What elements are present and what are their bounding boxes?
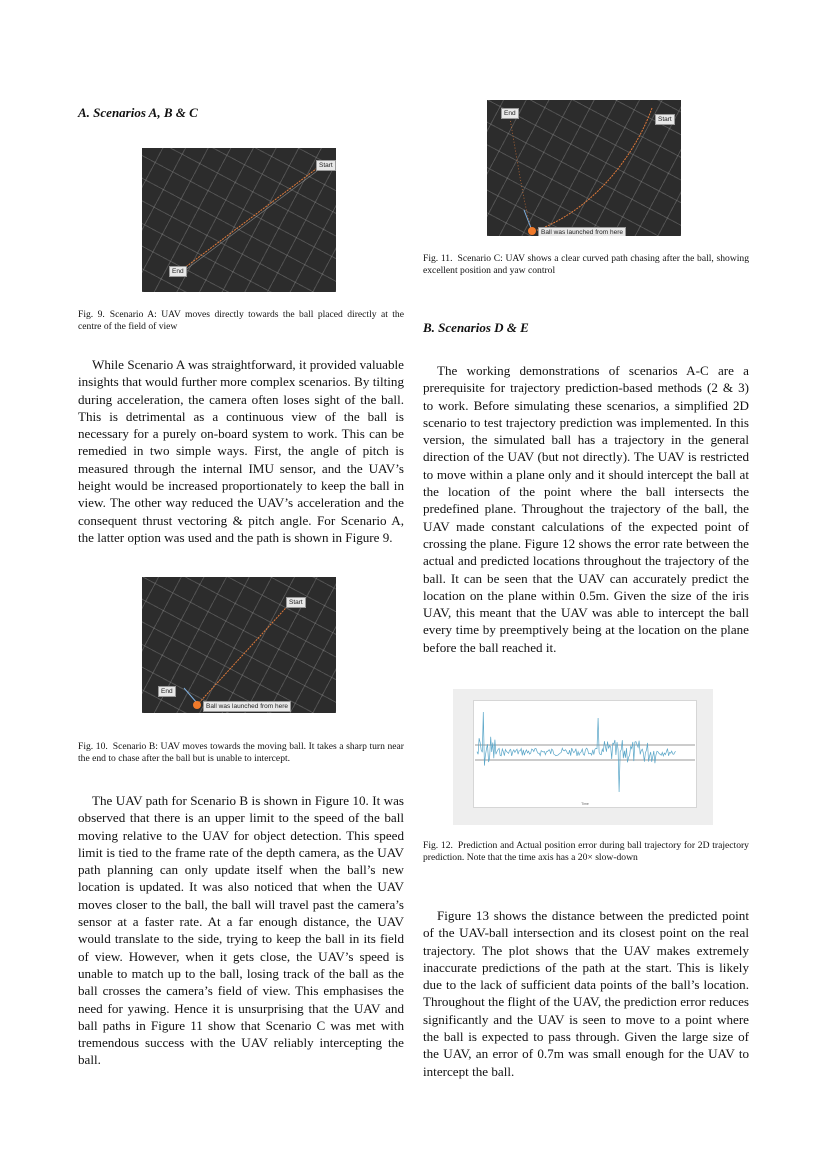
end-tag: End	[158, 686, 176, 697]
end-tag: End	[501, 108, 519, 119]
figure-9-caption-text: Scenario A: UAV moves directly towards the ball placed directly at the centre of the field of view	[78, 309, 404, 332]
paragraph-figure-13: Figure 13 shows the distance between the predicted point of the UAV-ball intersection and its closest point on the real trajectory. The plot shows that the UAV makes extremely inaccurate predictions of the path at the start. This is likely due to the lack of sufficient data points of the ball’s location. Throughout the flight of the UAV, the prediction error reduces significantly and the UAV is seen to move to a point where the ball is expected to pass through. Given the large size of the UAV, an error of 0.7m was small enough for the UAV to intercept the ball.	[423, 908, 749, 1079]
figure-12-plot-area	[473, 700, 697, 808]
paragraph-scenario-b: The UAV path for Scenario B is shown in Figure 10. It was observed that there is an upper limit to the speed of the ball moving relative to the UAV for object detection. This speed limit is tied to the frame rate of the depth camera, as the UAV path planning can only update itself when the ball’s new location is updated. It was also noticed that when the UAV moves closer to the ball, the ball will travel past the camera’s sensor at a faster rate. At a far enough distance, the UAV would translate to the side, trying to keep the ball in its field of view. However, when it gets close, the UAV’s speed is unable to match up to the ball, losing track of the ball as the ball crosses the camera’s field of view. This emphasises the need for yawing. Hence it is unsurprising that the UAV and ball paths in Figure 11 show that Scenario C was met with tremendous success with the UAV reliably intercepting the ball.	[78, 793, 404, 1068]
paragraph-scenario-a: While Scenario A was straightforward, it provided valuable insights that would further more complex scenarios. By tilting during acceleration, the camera often loses sight of the ball. This is detrimental as a continuous view of the ball is necessary for a purely on-board system to work. This can be remedied in two simple ways. First, the angle of pitch is measured through the internal IMU sensor, and the UAV’s height would be increased proportionately to keep the ball in view. The other way reduced the UAV’s acceleration and the consequent thrust vectoring & pitch angle. For Scenario A, the latter option was used and the path is shown in Figure 9.	[78, 357, 404, 545]
prediction-error-line	[477, 712, 676, 792]
figure-12-error-plot	[473, 700, 697, 808]
figure-10-label: Fig. 10.	[78, 741, 108, 752]
paragraph-scenario-d-e: The working demonstrations of scenarios A-C are a prerequisite for trajectory prediction-based methods (2 & 3) to work. Before simulating these scenarios, a simplified 2D scenario to test trajectory prediction was implemented. In this version, the simulated ball has a trajectory in the general direction of the UAV (but not directly). The UAV is restricted to move within a plane only and it should intercept the ball at the location of the point where the ball intersects the predefined plane. Throughout the trajectory of the ball, the UAV made constant calculations of the expected point of crossing the plane. Figure 12 shows the error rate between the actual and predicted locations throughout the trajectory of the ball. It can be seen that the UAV can accurately predict the location on the plane within 0.5m. Given the size of the iris UAV, this meant that the UAV was able to intercept the ball every time by preemptively being at the location on the plane before the ball reached it.	[423, 363, 749, 655]
uav-path-line	[179, 166, 320, 272]
ball-marker	[528, 227, 536, 235]
figure-9-image	[142, 148, 336, 292]
figure-10-image	[142, 577, 336, 713]
start-tag: Start	[655, 114, 675, 125]
figure-11-path-plot	[487, 100, 681, 236]
x-axis-label: Time	[581, 802, 589, 806]
figure-12-caption-text: Prediction and Actual position error during ball trajectory for 2D trajectory prediction. Note that the time axis has a 20× slow-down	[423, 840, 749, 863]
start-tag: Start	[316, 160, 336, 171]
figure-11-image	[487, 100, 681, 236]
uav-path-line	[197, 599, 294, 705]
figure-9-caption	[78, 309, 404, 333]
ball-marker	[193, 701, 201, 709]
figure-9-label: Fig. 9.	[78, 309, 105, 320]
uav-path-curve	[532, 108, 652, 232]
figure-11-caption-text: Scenario C: UAV shows a clear curved path chasing after the ball, showing excellent position and yaw control	[423, 253, 750, 276]
section-title-b: B. Scenarios D & E	[423, 320, 529, 335]
section-title-a: A. Scenarios A, B & C	[78, 105, 198, 120]
figure-11-label: Fig. 11.	[423, 253, 453, 264]
ball-launch-tag: Ball was launched from here	[203, 701, 291, 712]
figure-12-image	[453, 689, 713, 825]
figure-12-caption	[423, 840, 749, 864]
ball-path-line	[524, 210, 531, 228]
start-tag: Start	[286, 597, 306, 608]
ball-launch-tag: Ball was launched from here	[538, 227, 626, 236]
figure-10-caption-text: Scenario B: UAV moves towards the moving ball. It takes a sharp turn near the end to chase after the ball but is unable to intercept.	[78, 741, 404, 764]
end-tag: End	[169, 266, 187, 277]
figure-12-label: Fig. 12.	[423, 840, 453, 851]
figure-10-caption	[78, 741, 404, 765]
ball-path-line	[180, 168, 321, 274]
figure-11-caption	[423, 253, 749, 277]
uav-return-curve	[509, 112, 532, 232]
